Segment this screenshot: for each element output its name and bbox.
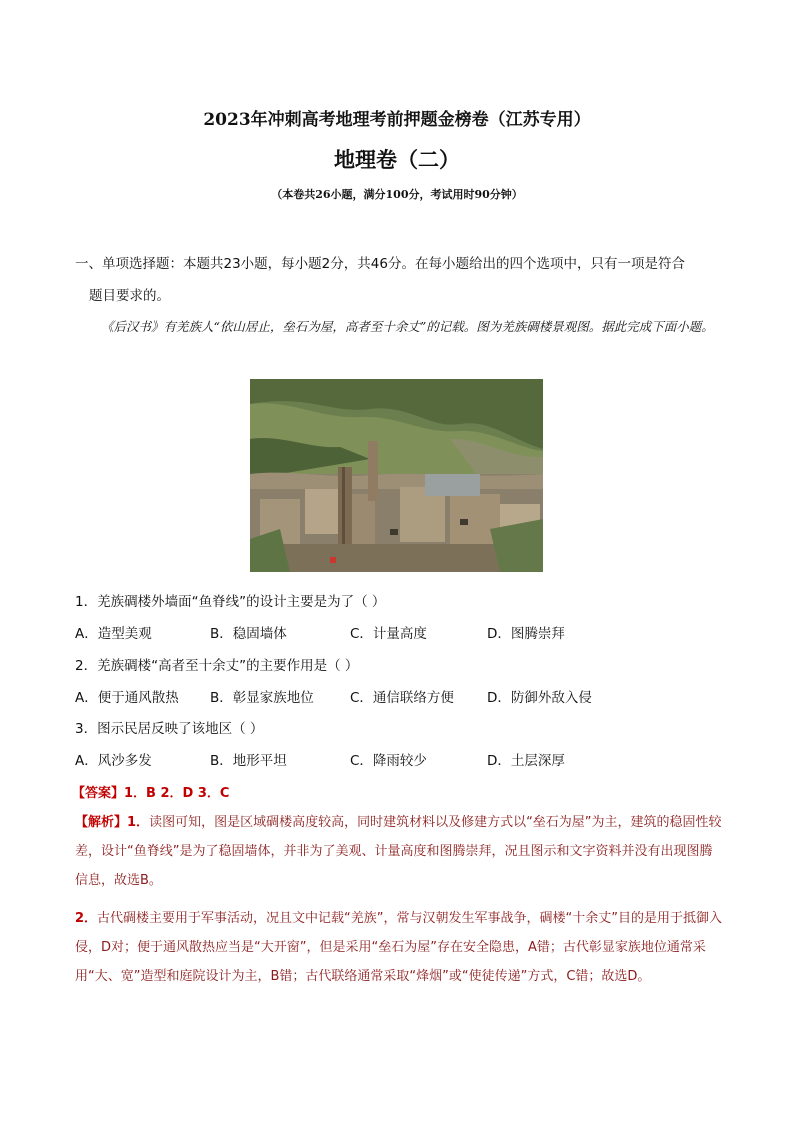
q2-option-c: C．通信联络方便	[350, 690, 454, 706]
explanation-2-text: 古代碉楼主要用于军事活动，况且文中记载“羌族”，常与汉朝发生军事战争，碉楼“十余丈”目的是用于抵御入侵，D对；便于通风散热应当是“大开窗”，但是采用“垒石为屋”存在安全隐患，A错；古代彰显家族地位通常采用“大、宽”造型和庭院设计为主，B错；古代联络通常采取“烽烟”或“使徒传递”方式，C错；故选D。	[75, 911, 722, 984]
question-1-stem: 1．羌族碉楼外墙面“鱼脊线”的设计主要是为了（ ）	[75, 594, 386, 610]
q3-option-c: C．降雨较少	[350, 753, 427, 769]
q1-option-a: A．造型美观	[75, 626, 152, 642]
question-intro: 《后汉书》有羌族人“依山居止，垒石为屋，高者至十余丈”的记载。图为羌族碉楼景观图。据此完成下面小题。	[101, 319, 714, 334]
q1-option-d: D．图腾崇拜	[487, 626, 565, 642]
question-3-stem: 3．图示民居反映了该地区（ ）	[75, 721, 264, 737]
explanation-tag: 【解析】	[75, 815, 128, 830]
explanation-1-number: 1．	[127, 815, 150, 830]
explanation-2-number: 2．	[75, 911, 98, 926]
question-2-stem: 2．羌族碉楼“高者至十余丈”的主要作用是（ ）	[75, 658, 359, 674]
exam-note: （本卷共26小题，满分100分，考试用时90分钟）	[271, 188, 523, 201]
section-line-1: 一、单项选择题：本题共23小题，每小题2分，共46分。在每小题给出的四个选项中，只有一项是符合	[75, 256, 685, 272]
q3-option-d: D．土层深厚	[487, 753, 565, 769]
exam-title: 2023年冲刺高考地理考前押题金榜卷（江苏专用）	[203, 110, 591, 130]
explanation-1-text: 读图可知，图是区域碉楼高度较高，同时建筑材料以及修建方式以“垒石为屋”为主，建筑的稳固性较差，设计“鱼脊线”是为了稳固墙体，并非为了美观、计量高度和图腾崇拜，况且图示和文字资料并没有出现图腾信息，故选B。	[75, 815, 722, 888]
qiang-watchtower-photo	[250, 379, 543, 572]
q1-option-b: B．稳固墙体	[210, 626, 287, 642]
paper-subtitle: 地理卷（二）	[334, 148, 460, 172]
q2-option-a: A．便于通风散热	[75, 690, 179, 706]
q2-option-b: B．彰显家族地位	[210, 690, 314, 706]
explanation-1	[75, 808, 723, 895]
section-heading	[75, 248, 723, 312]
section-line-2: 题目要求的。	[89, 288, 170, 304]
q3-option-a: A．风沙多发	[75, 753, 152, 769]
explanation-2	[75, 904, 723, 991]
q1-option-c: C．计量高度	[350, 626, 427, 642]
q3-option-b: B．地形平坦	[210, 753, 287, 769]
answer-line: 【答案】1．B 2．D 3．C	[72, 786, 230, 801]
q2-option-d: D．防御外敌入侵	[487, 690, 592, 706]
